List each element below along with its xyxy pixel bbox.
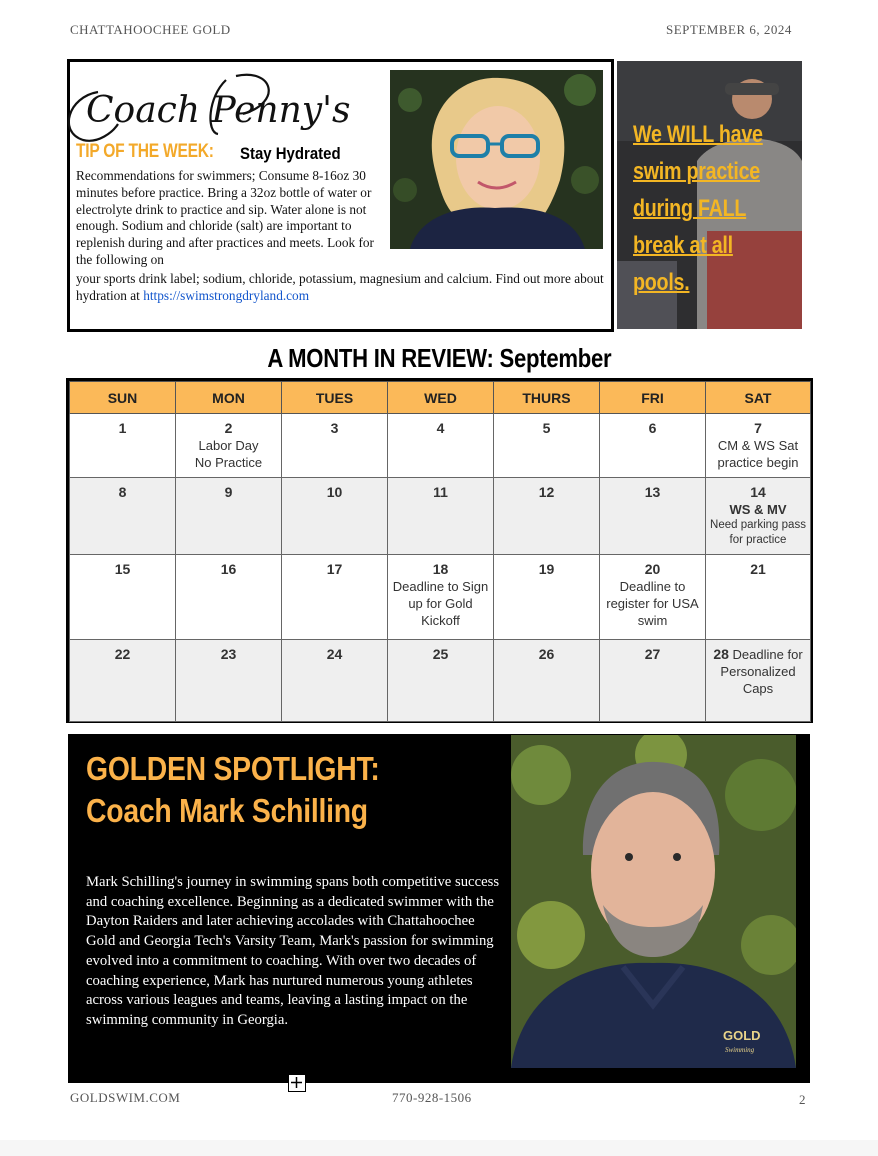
calendar-cell (600, 414, 706, 478)
calendar-cell (706, 640, 811, 722)
shirt-logo-subtext: Swimming (725, 1046, 755, 1054)
day-number: 1 (118, 420, 127, 436)
tip-body-part2 (76, 271, 606, 305)
day-header-mon: MON (176, 382, 282, 414)
spotlight-title-line1: GOLDEN SPOTLIGHT: (86, 750, 380, 787)
day-number: 15 (114, 561, 131, 577)
day-number: 18 (432, 561, 449, 577)
calendar-cell (176, 640, 282, 722)
page-number: 2 (799, 1092, 806, 1107)
calendar-cell (494, 478, 600, 555)
tip-body-text: your sports drink label; sodium, chloride, potassium, magnesium and calcium. Find out more about hydration at (76, 271, 604, 303)
calendar-cell (388, 478, 494, 555)
event-text: WS & MV (729, 502, 787, 517)
tip-label: TIP OF THE WEEK: (76, 141, 214, 162)
day-number: 4 (436, 420, 445, 436)
day-number: 26 (538, 646, 555, 662)
day-number: 24 (326, 646, 343, 662)
event-text: Deadline to register for USA swim (606, 579, 699, 628)
day-number: 19 (538, 561, 555, 577)
day-number: 17 (326, 561, 343, 577)
calendar-cell (706, 414, 811, 478)
calendar-cell (494, 640, 600, 722)
day-number: 8 (118, 484, 127, 500)
calendar-week-4 (70, 640, 811, 722)
hydration-link[interactable]: https://swimstrongdryland.com (143, 287, 310, 303)
day-header-fri: FRI (600, 382, 706, 414)
event-text: No Practice (194, 455, 263, 470)
calendar-cell (282, 555, 388, 640)
calendar-week-3 (70, 555, 811, 640)
calendar-cell (70, 640, 176, 722)
add-element-icon[interactable] (288, 1074, 306, 1092)
day-number: 23 (220, 646, 237, 662)
coach-pennys-script-text: Coach Penny's (86, 90, 351, 131)
coach-pennys-script-logo (58, 62, 388, 152)
calendar-cell (494, 555, 600, 640)
calendar-header-row (70, 382, 811, 414)
day-number: 10 (326, 484, 343, 500)
spotlight-body: Mark Schilling's journey in swimming spans both competitive success and coaching excellence. Beginning as a dedicated swimmer with the Dayton Raiders and later achieving accolades with Chattahoochee Gold and Georgia Tech's Varsity Team, Mark's passion for swimming evolved into a commitment to coaching. With over two decades of coaching experience, Mark has nurtured numerous young athletes across various leagues and teams, leaving a lasting impact on the swimming community in Georgia. (86, 874, 500, 1028)
header-date: SEPTEMBER 6, 2024 (666, 22, 792, 37)
day-number: 11 (433, 484, 448, 500)
day-number: 13 (644, 484, 661, 500)
day-header-sat: SAT (706, 382, 811, 414)
day-number: 21 (750, 561, 766, 577)
day-number: 27 (644, 646, 661, 662)
event-text: Deadline to Sign up for Gold Kickoff (392, 579, 489, 628)
day-number: 5 (542, 420, 551, 436)
calendar-cell (600, 555, 706, 640)
tip-body-part1: Recommendations for swimmers; Consume 8-16oz 30 minutes before practice. Bring a 32oz bottle of water or electrolyte drink to practice and sip. Water alone is not enough. Sodium and chloride (salt) are important to replenish during and after practices and meets. Look for the following on (76, 168, 374, 267)
spotlight-title-line2: Coach Mark Schilling (86, 792, 368, 829)
footer-phone: 770-928-1506 (392, 1090, 472, 1105)
calendar-cell (176, 555, 282, 640)
day-number: 7 (754, 420, 762, 436)
calendar-cell (70, 555, 176, 640)
day-number: 6 (648, 420, 657, 436)
header-publication: CHATTAHOOCHEE GOLD (70, 22, 231, 37)
day-header-sun: SUN (70, 382, 176, 414)
calendar-week-1 (70, 414, 811, 478)
calendar-cell (706, 555, 811, 640)
event-text: Labor Day (198, 438, 259, 453)
event-text: CM & WS Sat practice begin (717, 438, 799, 470)
day-number: 25 (432, 646, 449, 662)
calendar-cell (282, 640, 388, 722)
calendar-cell (706, 478, 811, 555)
day-number: 20 (644, 561, 661, 577)
calendar-cell (388, 555, 494, 640)
calendar-cell (600, 478, 706, 555)
coach-penny-photo (390, 70, 603, 249)
calendar-cell (70, 478, 176, 555)
calendar-cell (282, 478, 388, 555)
coach-mark-photo (511, 735, 796, 1068)
calendar-cell (600, 640, 706, 722)
calendar-cell (388, 640, 494, 722)
calendar-cell (494, 414, 600, 478)
calendar-cell (176, 414, 282, 478)
day-number: 3 (330, 420, 339, 436)
day-number: 22 (114, 646, 131, 662)
calendar-cell (388, 414, 494, 478)
day-number: 16 (220, 561, 237, 577)
day-number: 28 (713, 646, 729, 662)
day-number: 14 (750, 484, 766, 500)
page-bottom-edge (0, 1140, 878, 1156)
fall-break-text: We WILL have swim practice during FALL break at all pools. (633, 121, 763, 296)
day-header-thurs: THURS (494, 382, 600, 414)
day-header-wed: WED (388, 382, 494, 414)
calendar-table (69, 381, 811, 722)
calendar-cell (176, 478, 282, 555)
september-calendar (66, 378, 813, 723)
spotlight-title (86, 748, 380, 832)
calendar-title (0, 343, 878, 374)
event-text: Deadline for Personalized Caps (720, 647, 803, 696)
calendar-cell (70, 414, 176, 478)
calendar-week-2 (70, 478, 811, 555)
event-note: Need parking pass for practice (710, 519, 806, 546)
shirt-logo-text: GOLD (723, 1028, 761, 1043)
day-number: 9 (224, 484, 233, 500)
day-number: 12 (538, 484, 555, 500)
calendar-title-text: A MONTH IN REVIEW: September (266, 343, 612, 373)
footer-website: GOLDSWIM.COM (70, 1090, 181, 1105)
day-header-tues: TUES (282, 382, 388, 414)
tip-title: Stay Hydrated (240, 144, 341, 163)
day-number: 2 (224, 420, 233, 436)
calendar-cell (282, 414, 388, 478)
